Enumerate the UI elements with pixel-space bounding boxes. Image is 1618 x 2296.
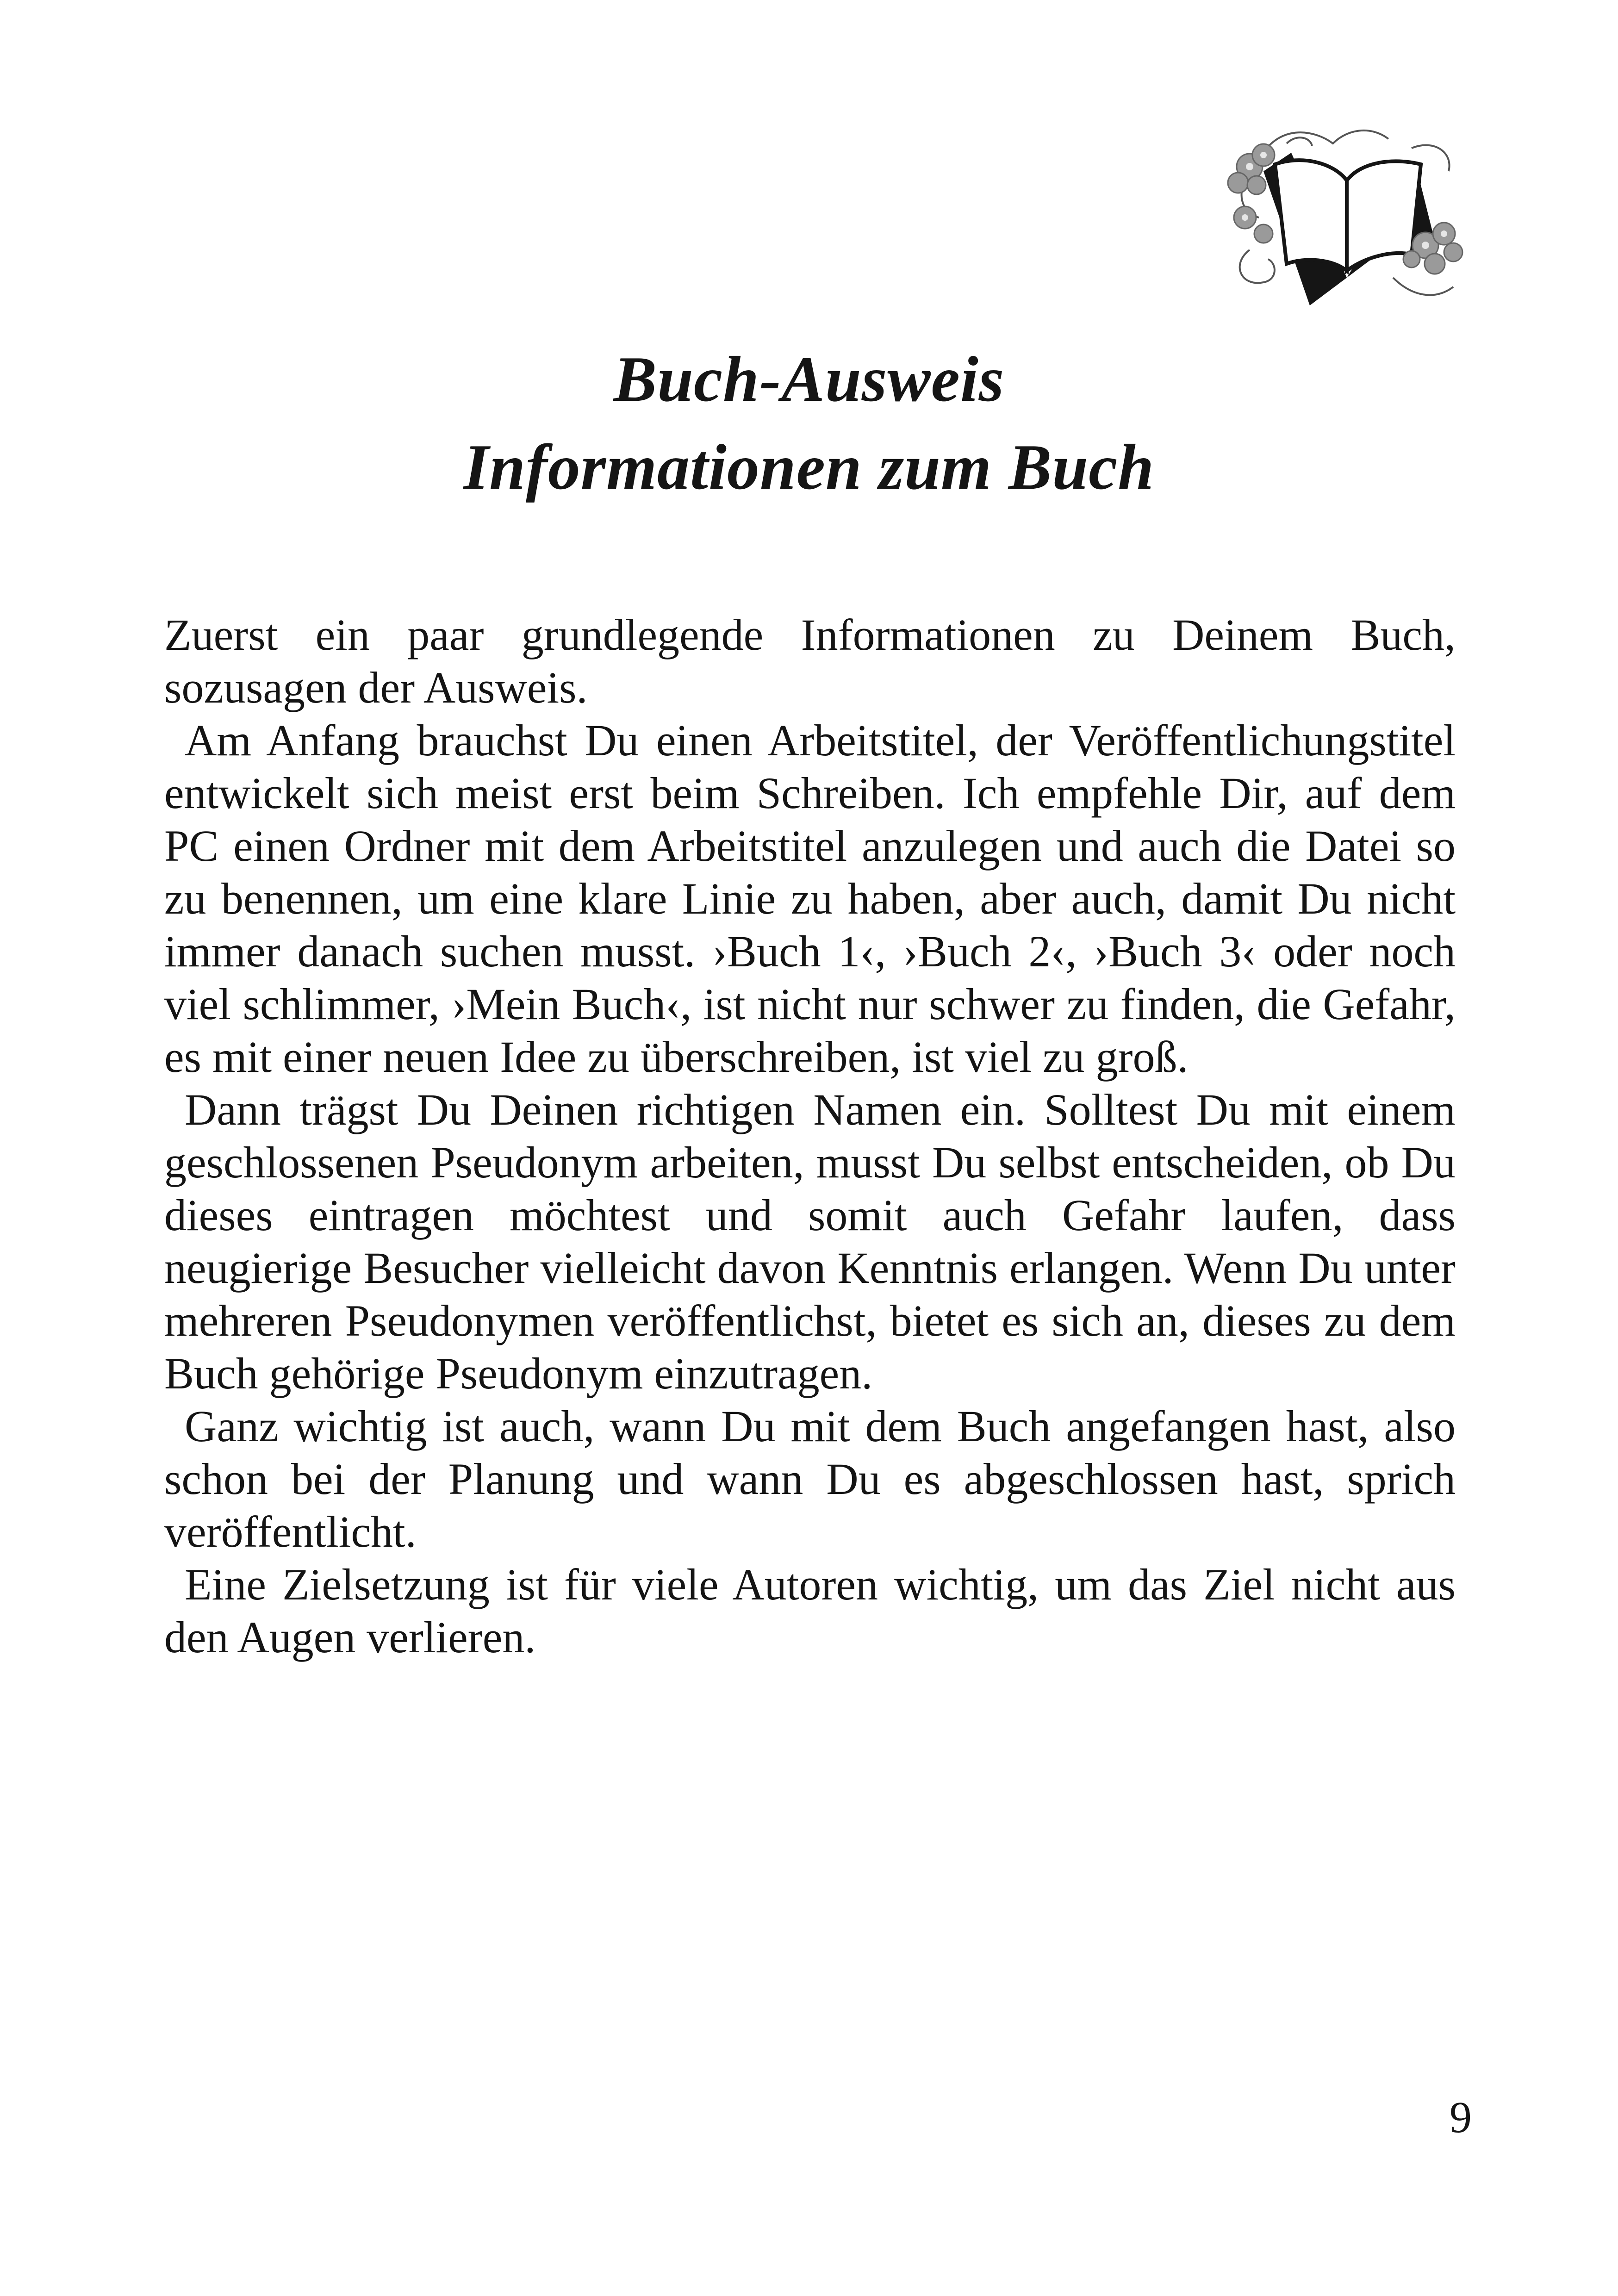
paragraph-name: Dann trägst Du Deinen richtigen Namen ein. Solltest Du mit einem geschlossenen Pseudonym arbeiten, musst Du selbst entscheiden, ob Du dieses eintragen möchtest und somit auch Gefahr laufen, dass neugierige Besucher vielleicht davon Kenntnis erlangen. Wenn Du unter mehreren Pseudonymen veröffentlichst, bietet es sich an, dieses zu dem Buch gehörige Pseudonym einzutragen. [164,1085,1456,1398]
body-text [164,609,1456,1664]
paragraph-working-title: Am Anfang brauchst Du einen Arbeitstitel, der Veröffentlichungstitel entwickelt sich meist erst beim Schreiben. Ich empfehle Dir, auf dem PC einen Ordner mit dem Arbeitstitel anzulegen und auch die Datei so zu benennen, um eine klare Linie zu haben, aber auch, damit Du nicht immer danach suchen musst. ›Buch 1‹, ›Buch 2‹, ›Buch 3‹ oder noch viel schlimmer, ›Mein Buch‹, ist nicht nur schwer zu finden, die Gefahr, es mit einer neuen Idee zu überschreiben, ist viel zu groß. [164,716,1456,1082]
title-line-2: Informationen zum Buch [463,431,1155,503]
paragraph-intro: Zuerst ein paar grundlegende Informationen zu Deinem Buch, sozusagen der Ausweis. [164,610,1456,712]
paragraph-goal: Eine Zielsetzung ist für viele Autoren wichtig, um das Ziel nicht aus den Augen verlieren. [164,1560,1456,1662]
title-line-1: Buch-Ausweis [613,343,1005,415]
open-book-with-flowers-icon [1194,111,1481,333]
page-number: 9 [1450,2092,1472,2142]
paragraph-dates: Ganz wichtig ist auch, wann Du mit dem Buch angefangen hast, also schon bei der Planung und wann Du es abgeschlossen hast, sprich veröffentlicht. [164,1401,1456,1556]
chapter-title [0,336,1618,511]
